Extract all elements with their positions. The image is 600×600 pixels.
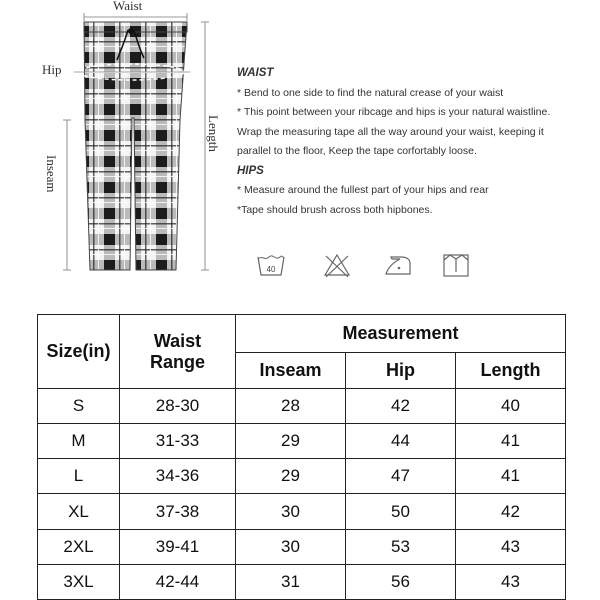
table-row [38, 494, 566, 529]
inseam-header: Inseam [236, 353, 346, 389]
wash-40-text: 40 [266, 265, 276, 274]
pants-diagram [0, 0, 235, 290]
waist-label: Waist [113, 0, 143, 13]
waist-line-3: Wrap the measuring tape all the way around your waist, keeping it [237, 125, 544, 138]
waist-range-header: Waist Range [120, 315, 236, 389]
length-cell: 41 [456, 424, 566, 459]
measurement-header: Measurement [236, 315, 566, 353]
hips-line-2: *Tape should brush across both hipbones. [237, 203, 433, 216]
waist-cell: 42-44 [120, 564, 236, 599]
waist-cell: 39-41 [120, 529, 236, 564]
size-cell: XL [38, 494, 120, 529]
waist-cell: 34-36 [120, 459, 236, 494]
wash-40-icon [256, 253, 286, 277]
length-label: Length [206, 115, 221, 152]
waist-cell: 37-38 [120, 494, 236, 529]
hip-cell: 56 [346, 564, 456, 599]
length-header: Length [456, 353, 566, 389]
waist-line-2: * This point between your ribcage and hips is your natural waistline. [237, 106, 551, 118]
waist-heading: WAIST [237, 67, 274, 79]
hips-line-1: * Measure around the fullest part of your hips and rear [237, 184, 489, 196]
tumble-dry-icon [441, 252, 471, 278]
waist-cell: 28-30 [120, 389, 236, 424]
length-cell: 40 [456, 389, 566, 424]
size-chart-table [37, 314, 566, 600]
inseam-label: Inseam [44, 155, 59, 193]
plaid-pants-icon [84, 22, 187, 270]
inseam-cell: 28 [236, 389, 346, 424]
inseam-cell: 29 [236, 424, 346, 459]
iron-low-icon [383, 253, 413, 277]
size-cell: M [38, 424, 120, 459]
inseam-cell: 29 [236, 459, 346, 494]
hip-cell: 50 [346, 494, 456, 529]
table-row [38, 424, 566, 459]
hip-cell: 44 [346, 424, 456, 459]
hip-cell: 53 [346, 529, 456, 564]
length-cell: 41 [456, 459, 566, 494]
do-not-bleach-icon [323, 252, 351, 278]
table-row [38, 459, 566, 494]
hip-header: Hip [346, 353, 456, 389]
size-cell: L [38, 459, 120, 494]
measuring-instructions [237, 64, 592, 220]
waist-cell: 31-33 [120, 424, 236, 459]
waist-line-1: * Bend to one side to find the natural crease of your waist [237, 86, 504, 99]
size-cell: S [38, 389, 120, 424]
table-row [38, 564, 566, 599]
length-cell: 42 [456, 494, 566, 529]
hip-label: Hip [42, 62, 62, 77]
size-header: Size(in) [38, 315, 120, 389]
inseam-cell: 30 [236, 494, 346, 529]
length-cell: 43 [456, 564, 566, 599]
hip-cell: 47 [346, 459, 456, 494]
hip-cell: 42 [346, 389, 456, 424]
length-cell: 43 [456, 529, 566, 564]
waist-line-4: parallel to the floor, Keep the tape corfortably loose. [237, 145, 477, 157]
inseam-cell: 30 [236, 529, 346, 564]
table-row [38, 389, 566, 424]
size-cell: 2XL [38, 529, 120, 564]
hips-heading: HIPS [237, 164, 264, 177]
table-row [38, 529, 566, 564]
inseam-cell: 31 [236, 564, 346, 599]
size-cell: 3XL [38, 564, 120, 599]
